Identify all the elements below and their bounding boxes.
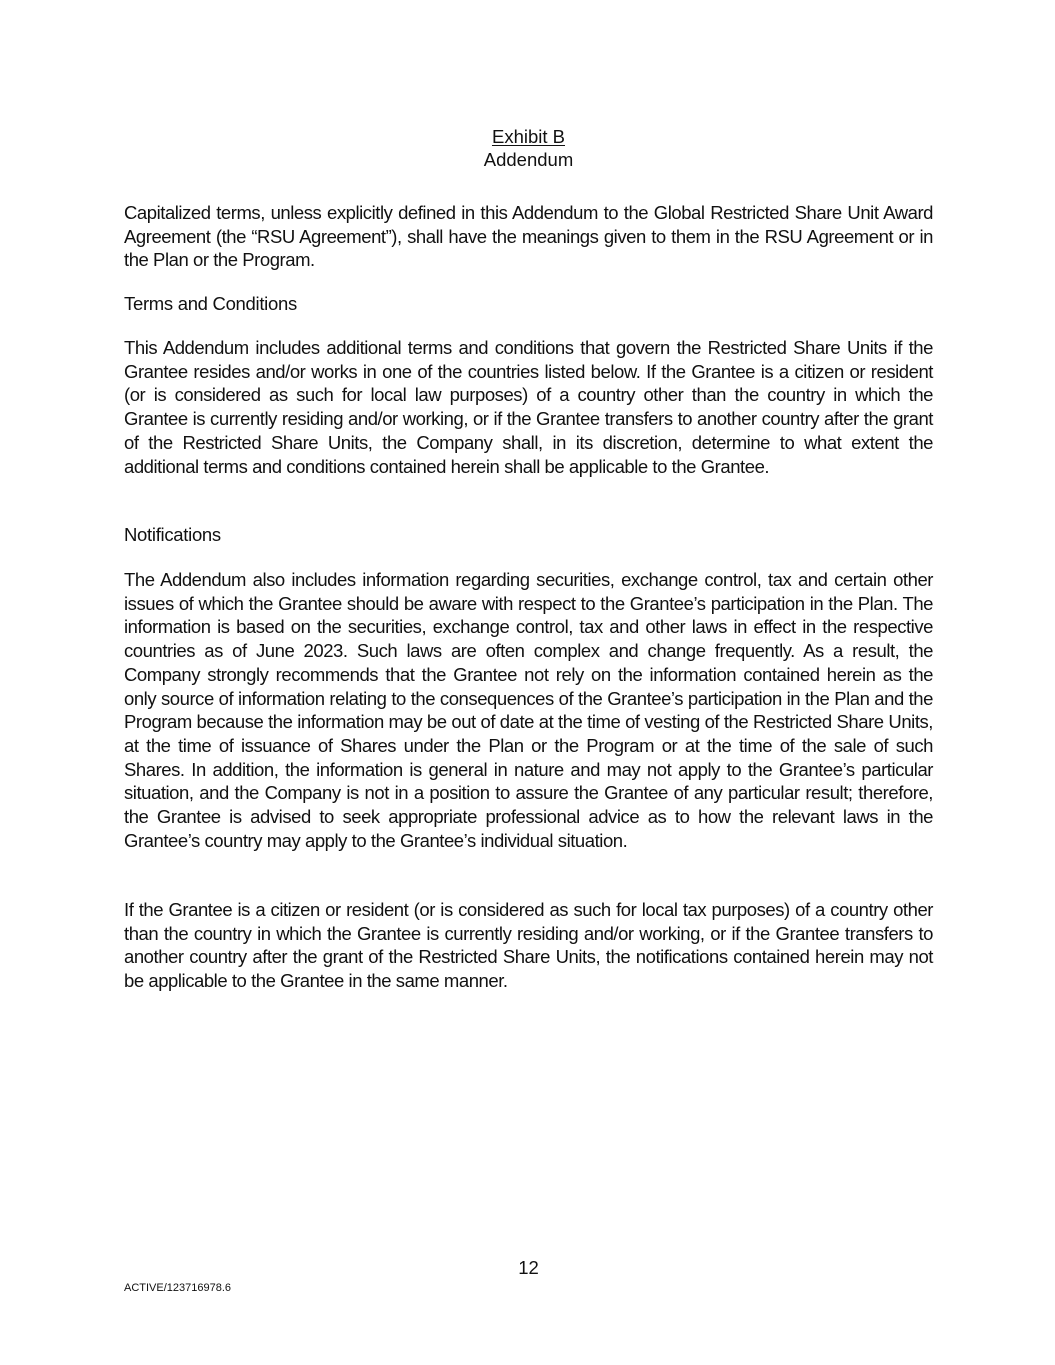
page-number: 12 <box>518 1257 539 1278</box>
citizen-resident-paragraph: If the Grantee is a citizen or resident (or is considered as such for local tax purposes) of a country other than the country in which the Grantee is currently residing and/or working, or if the Grantee transfers to another country after the grant of the Restricted Share Units, the notifications contained herein may not be applicable to the Grantee in the same manner. <box>124 899 933 992</box>
notifications-heading: Notifications <box>124 524 221 545</box>
exhibit-title: Exhibit B <box>491 126 565 147</box>
notifications-paragraph: The Addendum also includes information regarding securities, exchange control, tax and certain other issues of which the Grantee should be aware with respect to the Grantee’s participation in the Plan. The information is based on the securities, exchange control, tax and other laws in effect in the respective countries as of June 2023. Such laws are often complex and change frequently. As a result, the Company strongly recommends that the Grantee not rely on the information contained herein as the only source of information relating to the consequences of the Grantee’s participation in the Plan and the Program because the information may be out of date at the time of vesting of the Restricted Share Units, at the time of issuance of Shares under the Plan or the Program or at the time of the sale of such Shares. In addition, the information is general in nature and may not apply to the Grantee’s particular situation, and the Company is not in a position to assure the Grantee of any particular result; therefore, the Grantee is advised to seek appropriate professional advice as to how the relevant laws in the Grantee’s country may apply to the Grantee’s individual situation. <box>124 569 933 851</box>
terms-and-conditions-heading: Terms and Conditions <box>124 293 297 314</box>
intro-paragraph: Capitalized terms, unless explicitly defined in this Addendum to the Global Restricted Share Unit Award Agreement (the “RSU Agreement”), shall have the meanings given to them in the RSU Agreement or in the Plan or the Program. <box>124 202 933 271</box>
document-id: ACTIVE/123716978.6 <box>124 1282 232 1294</box>
addendum-subtitle: Addendum <box>483 149 574 170</box>
terms-paragraph: This Addendum includes additional terms and conditions that govern the Restricted Share Units if the Grantee resides and/or works in one of the countries listed below. If the Grantee is a citizen or resident (or is considered as such for local law purposes) of a country other than the country in which the Grantee is currently residing and/or working, or if the Grantee transfers to another country after the grant of the Restricted Share Units, the Company shall, in its discretion, determine to what extent the additional terms and conditions contained herein shall be applicable to the Grantee. <box>124 337 933 477</box>
